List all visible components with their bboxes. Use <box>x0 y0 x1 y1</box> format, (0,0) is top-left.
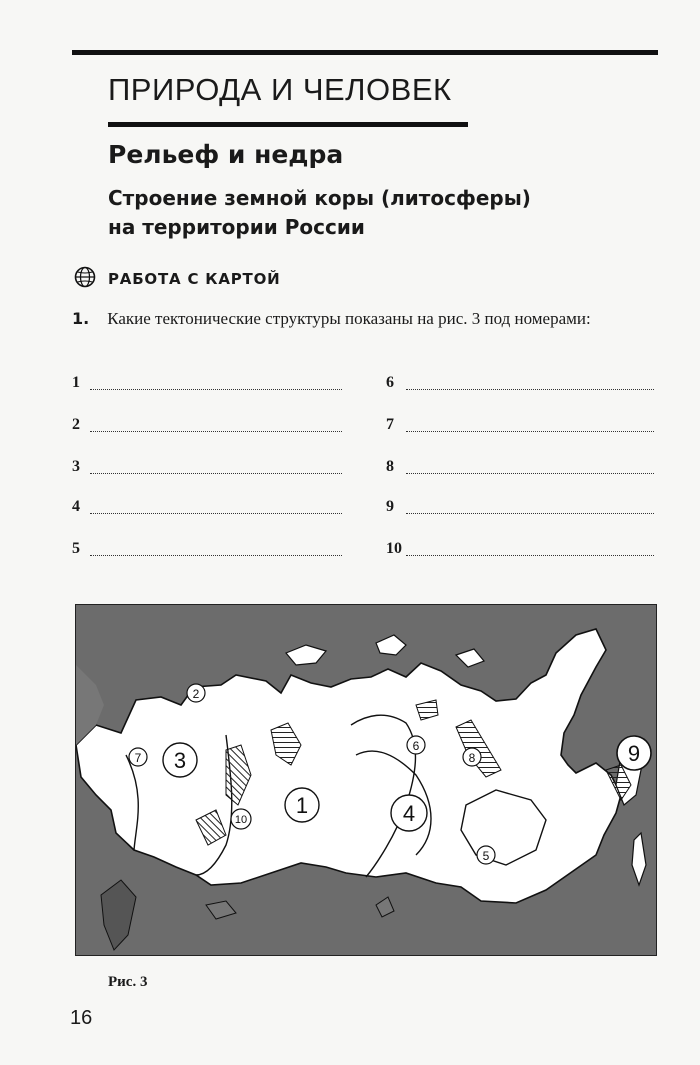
answer-row <box>386 416 654 436</box>
answer-blank[interactable] <box>90 555 342 556</box>
svg-text:8: 8 <box>468 751 476 765</box>
answer-blank[interactable] <box>406 473 654 474</box>
russia-territory <box>76 629 621 903</box>
svg-text:9: 9 <box>627 741 641 766</box>
svg-text:7: 7 <box>134 751 142 765</box>
answer-blank[interactable] <box>406 431 654 432</box>
map-label-9 <box>617 736 651 770</box>
answer-blank[interactable] <box>406 513 654 514</box>
answer-row <box>72 374 342 394</box>
map-label-2 <box>187 684 205 702</box>
topic-heading: Рельеф и недра <box>108 140 344 169</box>
question-number: 1. <box>72 309 90 328</box>
answer-row <box>386 540 654 560</box>
answer-number: 4 <box>72 498 80 515</box>
answer-row <box>72 458 342 478</box>
svg-text:10: 10 <box>234 814 248 826</box>
answer-number: 10 <box>386 540 402 557</box>
svg-text:3: 3 <box>173 748 187 773</box>
title-underline <box>108 122 468 127</box>
map-label-7 <box>129 748 147 766</box>
question-text: Какие тектонические структуры показаны на рис. 3 под номерами: <box>107 309 591 328</box>
answer-row <box>72 540 342 560</box>
map-label-5 <box>477 846 495 864</box>
map-label-10 <box>231 809 251 829</box>
figure-caption: Рис. 3 <box>108 974 148 990</box>
subtopic-line-2: на территории России <box>108 215 365 239</box>
svg-text:1: 1 <box>295 793 309 818</box>
answer-blank[interactable] <box>406 555 654 556</box>
answer-blank[interactable] <box>90 473 342 474</box>
top-rule <box>72 50 658 55</box>
answer-number: 1 <box>72 374 80 391</box>
map-label-4 <box>391 795 427 831</box>
question-1 <box>72 308 662 330</box>
answer-number: 6 <box>386 374 394 391</box>
page-number: 16 <box>70 1007 93 1029</box>
map-svg <box>76 605 656 955</box>
answer-row <box>72 498 342 518</box>
map-label-8 <box>463 748 481 766</box>
subtopic-line-1: Строение земной коры (литосферы) <box>108 186 531 210</box>
answer-number: 2 <box>72 416 80 433</box>
answer-row <box>72 416 342 436</box>
answer-row <box>386 374 654 394</box>
map-label-3 <box>163 743 197 777</box>
answer-row <box>386 458 654 478</box>
answer-blank[interactable] <box>90 513 342 514</box>
tectonic-map <box>75 604 657 956</box>
svg-text:6: 6 <box>412 739 420 753</box>
subtopic-heading <box>108 184 531 242</box>
map-label-6 <box>407 736 425 754</box>
answer-row <box>386 498 654 518</box>
globe-icon <box>74 266 96 288</box>
answer-blank[interactable] <box>90 389 342 390</box>
answer-number: 9 <box>386 498 394 515</box>
svg-text:4: 4 <box>402 801 416 826</box>
svg-text:5: 5 <box>482 849 490 863</box>
map-label-1 <box>285 788 319 822</box>
section-title: ПРИРОДА И ЧЕЛОВЕК <box>108 72 452 107</box>
map-work-label: РАБОТА С КАРТОЙ <box>108 270 281 288</box>
svg-text:2: 2 <box>192 687 200 701</box>
answer-number: 3 <box>72 458 80 475</box>
answer-blank[interactable] <box>90 431 342 432</box>
answer-blank[interactable] <box>406 389 654 390</box>
answer-number: 7 <box>386 416 394 433</box>
answer-number: 5 <box>72 540 80 557</box>
answer-number: 8 <box>386 458 394 475</box>
